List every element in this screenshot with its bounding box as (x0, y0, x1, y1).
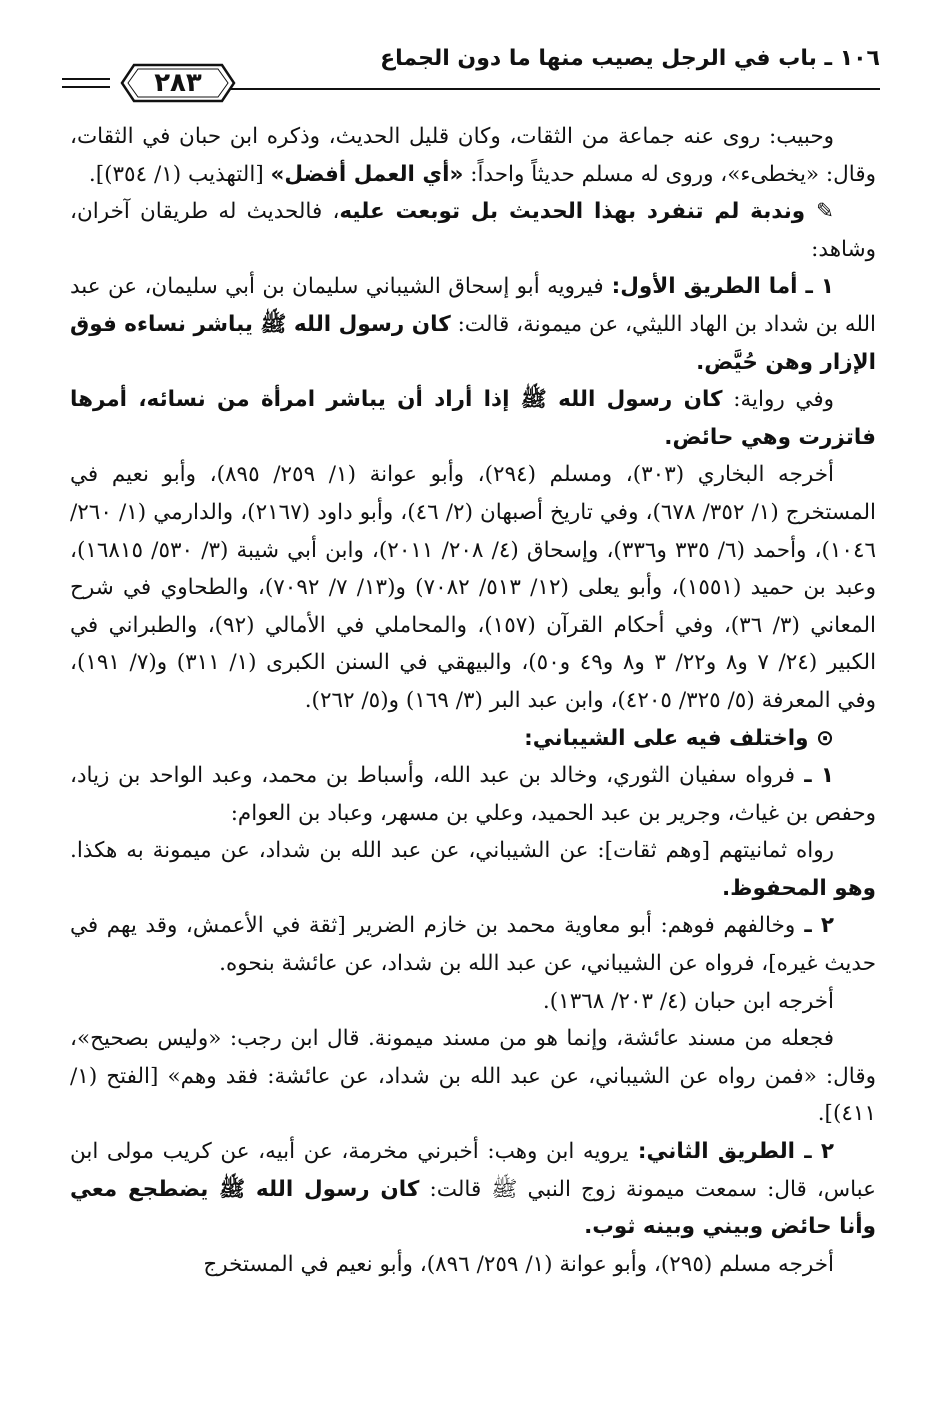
left-rule-lower (62, 86, 110, 88)
bold-text: كان رسول الله ﷺ يباشر نساءه فوق الإزار وهن حُيَّض. (70, 311, 876, 375)
paragraph (70, 720, 876, 758)
page-number-badge (108, 59, 248, 107)
text-run: وفي رواية: (722, 387, 834, 413)
paragraph (70, 1246, 876, 1284)
page-header (60, 38, 880, 108)
paragraph (70, 118, 876, 193)
text-run: أخرجه مسلم (٢٩٥)، وأبو عوانة (١/ ٢٥٩/ ٨٩٦)، وأبو نعيم في المستخرج (203, 1251, 834, 1277)
page-number: ٢٨٣ (154, 68, 202, 98)
paragraph (70, 983, 876, 1021)
text-run: يرويه ابن وهب: أخبرني مخرمة، عن أبيه، عن كريب مولى ابن عباس، قال: سمعت ميمونة زوج النبي ﷺ قالت: (70, 1139, 876, 1202)
bold-text: ٢ ـ الطريق الثاني: (628, 1139, 834, 1165)
text-run: فيرويه أبو إسحاق الشيباني سليمان بن أبي سليمان، عن عبد الله بن شداد بن الهاد الليثي، عن ميمونة، قالت: (70, 274, 876, 337)
paragraph (70, 268, 876, 381)
paragraph (70, 1133, 876, 1246)
text-run: رواه ثمانيتهم [وهم ثقات]: عن الشيباني، عن عبد الله بن شداد، عن ميمونة به هكذا. (70, 838, 834, 864)
paragraph (70, 381, 876, 456)
paragraph (70, 832, 876, 907)
bold-text: ٢ ـ (795, 913, 834, 939)
text-run: فجعله من مسند عائشة، وإنما هو من مسند ميمونة. قال ابن رجب: «وليس بصحيح»، وقال: «فمن رواه عن الشيباني، عن عبد الله بن شداد، عن عائشة: فقد وهم» [الفتح (١/ ٤١١)]. (70, 1026, 876, 1127)
bold-text: ١ ـ (795, 763, 834, 789)
paragraph-marker-icon: ✎ (805, 199, 835, 225)
chapter-title: ١٠٦ ـ باب في الرجل يصيب منها ما دون الجماع (380, 46, 880, 71)
paragraph (70, 907, 876, 982)
paragraph-marker-icon: ⊙ (808, 725, 834, 751)
text-run: أخرجه البخاري (٣٠٣)، ومسلم (٢٩٤)، وأبو عوانة (١/ ٢٥٩/ ٨٩٥)، وأبو نعيم في المستخرج (١/ ٣٥٢/ ٦٧٨)، وفي تاريخ أصبهان (٢/ ٤٦)، وأبو داود (٢١٦٧)، والدارمي (١/ ٢٦٠/ ١٠٤٦)، وأحمد (٦/ ٣٣٥ و٣٣٦)، وإسحاق (٤/ ٢٠٨/ ٢٠١١)، وابن أبي شيبة (٣/ ٥٣٠/ ١٦٨١٥)، وعبد بن حميد (١٥٥١)، وأبو يعلى (١٢/ ٥١٣/ ٧٠٨٢) و(١٣/ ٧/ ٧٠٩٢)، والطحاوي في شرح المعاني (٣/ ٣٦)، وفي أحكام القرآن (١٥٧)، والمحاملي في الأمالي (٩٢)، والطبراني في الكبير (٢٤/ ٧ و٨ و٢٢/ ٣ و٨ و٤٩ و٥٠)، والبيهقي في السنن الكبرى (١/ ٣١١) و(٧/ ١٩١)، وفي المعرفة (٥/ ٣٢٥/ ٤٢٠٥)، وابن عبد البر (٣/ ١٦٩) و(٥/ ٢٦٢). (70, 462, 877, 713)
text-run: وحبيب: روى عنه جماعة من الثقات، وكان قليل الحديث، وذكره ابن حبان في الثقات، وقال: «يخطىء»، وروى له مسلم حديثاً واحداً: (70, 124, 876, 187)
paragraph (70, 456, 876, 719)
text-run: [التهذيب (١/ ٣٥٤)]. (88, 161, 271, 187)
bold-text: وهو المحفوظ. (721, 875, 876, 901)
paragraph (70, 757, 876, 832)
page-body (70, 118, 876, 1283)
left-rule-upper (62, 78, 110, 80)
paragraph (70, 193, 876, 268)
bold-text: «أي العمل أفضل» (270, 161, 464, 187)
text-run: أخرجه ابن حبان (٤/ ٢٠٣/ ١٣٦٨). (542, 988, 834, 1014)
paragraph (70, 1020, 876, 1133)
bold-text: كان رسول الله ﷺ إذا أراد أن يباشر امرأة من نسائه، أمرها فاتزرت وهي حائض. (70, 387, 876, 450)
header-rule (170, 88, 880, 90)
bold-text: كان رسول الله ﷺ يضطجع معي وأنا حائض وبيني وبينه ثوب. (70, 1176, 876, 1240)
text-run: ، فالحديث له طريقان آخران، وشاهد: (70, 199, 876, 262)
bold-text: واختلف فيه على الشيباني: (524, 725, 809, 751)
text-run: فرواه سفيان الثوري، وخالد بن عبد الله، وأسباط بن محمد، وعبد الواحد بن زياد، وحفص بن غياث، وجرير بن عبد الحميد، وعلي بن مسهر، وعباد بن العوام: (70, 763, 876, 826)
bold-text: وندبة لم تنفرد بهذا الحديث بل توبعت عليه (339, 199, 806, 225)
text-run: وخالفهم فوهم: أبو معاوية محمد بن خازم الضرير [ثقة في الأعمش، وقد يهم في حديث غيره]، فرواه عن الشيباني، عن عبد الله بن شداد، عن عائشة بنحوه. (70, 913, 876, 977)
bold-text: ١ ـ أما الطريق الأول: (603, 274, 834, 300)
